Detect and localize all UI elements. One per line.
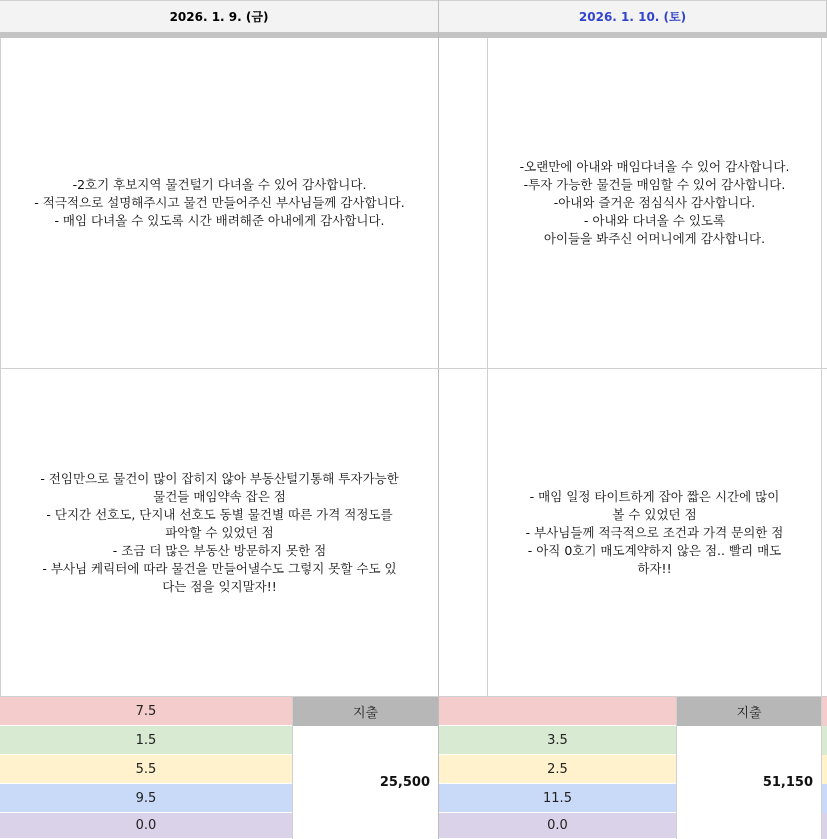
- value-cell-blue-2[interactable]: [439, 784, 676, 813]
- reflection-text-1: - 전임만으로 물건이 많이 잡히지 않아 부동산털기통해 투자가능한 물건들 매임약속 잡은 점 - 단지간 선호도, 단지내 선호도 동별 물건별 따른 가격 적정도를 파악할 수 있었던 점 - 조금 더 많은 부동산 방문하지 못한 점 - 부사님 케릭터에 따라 물건을 만들어낼수도 그렇지 못할 수도 있 다는 점을 잊지말자!!: [40, 470, 399, 594]
- value-text: 5.5: [135, 761, 157, 777]
- value-cell-purple-2[interactable]: [439, 813, 676, 839]
- value-cell-yellow-2[interactable]: [439, 755, 676, 784]
- total-text: 25,500: [379, 775, 430, 790]
- gratitude-text-1: -2호기 후보지역 물건털기 다녀올 수 있어 감사합니다. - 적극적으로 설명해주시고 물건 만들어주신 부사님들께 감사합니다. - 매임 다녀올 수 있도록 시간 배려해준 아내에게 감사합니다.: [34, 177, 405, 228]
- date-label-2: 2026. 1. 10. (토): [578, 10, 687, 24]
- value-text: 0.0: [135, 818, 157, 833]
- value-cell-blue-1[interactable]: [0, 784, 292, 813]
- value-text: 7.5: [135, 703, 157, 719]
- value-cell-yellow-1[interactable]: [0, 755, 292, 784]
- expense-label-text: 지출: [736, 706, 762, 721]
- value-text: 2.5: [547, 761, 568, 777]
- expense-label-text: 지출: [352, 706, 379, 721]
- value-text: 0.0: [547, 818, 568, 833]
- value-cell-red-2[interactable]: [439, 697, 676, 726]
- reflection-cell-1[interactable]: [1, 369, 438, 696]
- next-column-edge[interactable]: [822, 726, 827, 755]
- next-column-edge[interactable]: [822, 784, 827, 813]
- value-cell-purple-1[interactable]: [0, 813, 292, 839]
- next-column-edge[interactable]: [822, 813, 827, 839]
- next-column-edge[interactable]: [822, 755, 827, 784]
- reflection-cell-2[interactable]: [488, 369, 821, 696]
- date-header-1[interactable]: [0, 0, 439, 32]
- value-text: 1.5: [135, 732, 157, 748]
- value-cell-red-1[interactable]: [0, 697, 292, 726]
- value-text: 9.5: [135, 790, 157, 806]
- gratitude-cell-1[interactable]: [1, 38, 438, 368]
- total-cell-1[interactable]: [293, 726, 438, 839]
- total-text: 51,150: [762, 775, 813, 790]
- date-label-1: 2026. 1. 9. (금): [169, 10, 269, 24]
- expense-label-cell-1[interactable]: [293, 697, 438, 726]
- reflection-text-2: - 매임 일정 타이트하게 잡아 짧은 시간에 많이 볼 수 있었던 점 - 부사님들께 적극적으로 조건과 가격 문의한 점 - 아직 0호기 매도계약하지 않은 점.. 빨리 매도 하자!!: [525, 488, 784, 576]
- total-cell-2[interactable]: [677, 726, 821, 839]
- expense-label-cell-2[interactable]: [677, 697, 821, 726]
- gratitude-cell-2[interactable]: [488, 38, 821, 368]
- value-cell-green-2[interactable]: [439, 726, 676, 755]
- next-column-edge[interactable]: [822, 697, 827, 726]
- value-text: 11.5: [543, 790, 572, 806]
- value-cell-green-1[interactable]: [0, 726, 292, 755]
- date-header-2[interactable]: [439, 0, 827, 32]
- value-text: 3.5: [547, 732, 568, 748]
- gratitude-text-2: -오랜만에 아내와 매임다녀올 수 있어 감사합니다. -투자 가능한 물건들 매임할 수 있어 감사합니다. -아내와 즐거운 점심식사 감사합니다. - 아내와 다녀올 수 있도록 아이들을 봐주신 어머니에게 감사합니다.: [519, 159, 790, 246]
